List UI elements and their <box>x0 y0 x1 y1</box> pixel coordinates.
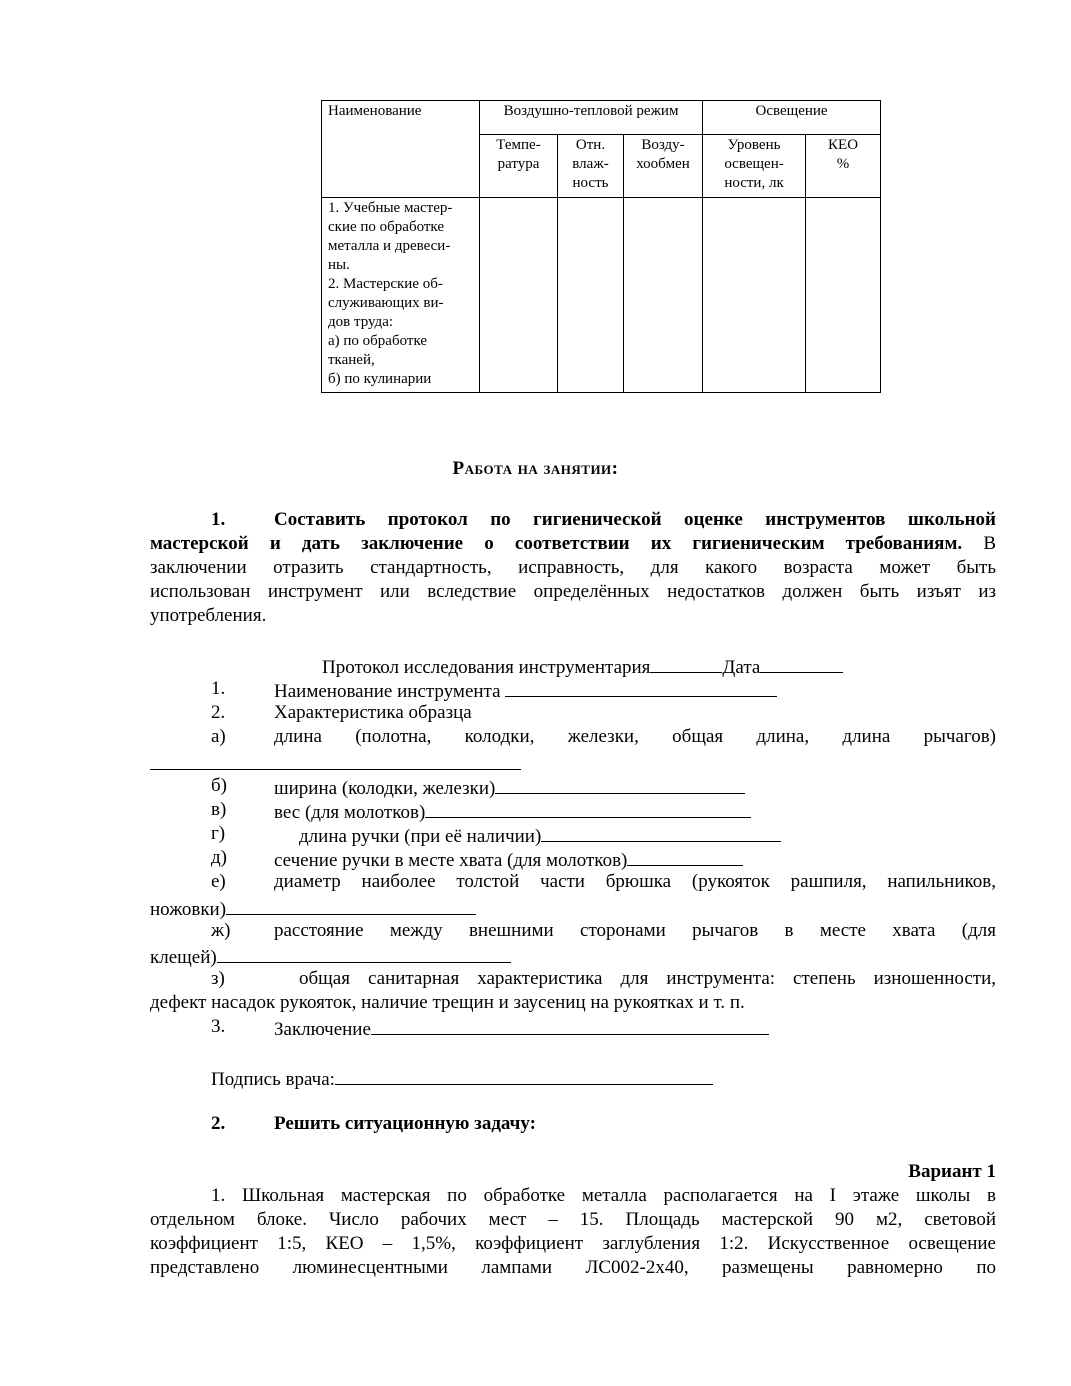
task1-line2 <box>150 532 996 556</box>
table-cell-empty <box>480 198 558 393</box>
item-letter: в) <box>211 799 227 820</box>
item-text: общая санитарная характеристика для инструмента: степень изношенности, <box>299 968 996 989</box>
item-line <box>150 895 476 922</box>
instrument-name-blank[interactable] <box>505 677 777 697</box>
item-line <box>274 1015 769 1042</box>
item-text: длина ручки (при её наличии) <box>299 826 542 847</box>
diameter-blank[interactable] <box>226 895 476 915</box>
item-text: длина (полотна, колодки, железки, общая длина, длина рычагов) <box>274 726 996 747</box>
table-header-name: Наименование <box>322 101 480 198</box>
task1-bold-line1: Составить протокол по гигиенической оценке инструментов школьной <box>274 509 996 530</box>
task2-text: Решить ситуационную задачу: <box>274 1113 536 1134</box>
handle-length-blank[interactable] <box>541 822 781 842</box>
variant-line2: отдельном блоке. Число рабочих мест – 15. Площадь мастерской 90 м2, световой <box>150 1209 996 1230</box>
protocol-title: Протокол исследования инструментария <box>322 657 651 678</box>
table-subheader-light-level: Уровень освещен- ности, лк <box>703 135 806 198</box>
task2-number: 2. <box>211 1113 226 1134</box>
item-number: 3. <box>211 1016 226 1037</box>
item-line <box>274 846 743 873</box>
item-cont: клещей) <box>150 947 217 968</box>
protocol-date-label: Дата <box>722 657 761 678</box>
item-line <box>274 774 745 801</box>
item-line <box>299 822 781 849</box>
task1-line4: использован инструмент или вследствие определённых недостатков должен быть изъят из <box>150 581 996 602</box>
variant-line1: 1. Школьная мастерская по обработке металла располагается на I этаже школы в <box>211 1185 996 1206</box>
item-line <box>274 677 777 704</box>
task1-line3: заключении отразить стандартность, исправность, для какого возраста может быть <box>150 557 996 578</box>
hygiene-table <box>321 100 881 393</box>
width-blank[interactable] <box>495 774 745 794</box>
item-letter: д) <box>211 847 227 868</box>
protocol-title-line <box>322 653 843 680</box>
date-blank[interactable] <box>760 653 843 673</box>
item-text: Наименование инструмента <box>274 681 501 702</box>
signature-line <box>211 1065 713 1092</box>
item-text: Заключение <box>274 1019 371 1040</box>
table-cell-empty <box>703 198 806 393</box>
distance-blank[interactable] <box>217 943 511 963</box>
item-text: диаметр наиболее толстой части брюшка (рукояток рашпиля, напильников, <box>274 871 996 892</box>
item-text: сечение ручки в месте хвата (для молотков) <box>274 850 628 871</box>
task1-tail: В <box>983 533 997 554</box>
task1-number: 1. <box>211 509 226 530</box>
item-letter: ж) <box>211 920 231 941</box>
signature-label: Подпись врача: <box>211 1069 335 1090</box>
table-subheader-keo: КЕО % <box>806 135 881 198</box>
item-text: ширина (колодки, железки) <box>274 778 496 799</box>
task1-bold-line2: мастерской и дать заключение о соответствии их гигиеническим требованиям. <box>150 533 963 554</box>
item-text: расстояние между внешними сторонами рычагов в месте хвата (для <box>274 920 996 941</box>
item-text: Характеристика образца <box>274 702 472 723</box>
handle-section-blank[interactable] <box>627 846 743 866</box>
table-subheader-humidity: Отн. влаж- ность <box>558 135 624 198</box>
table-cell-empty <box>558 198 624 393</box>
item-letter: з) <box>211 968 225 989</box>
table-cell-empty <box>624 198 703 393</box>
table-row-workshops: 1. Учебные мастер- ские по обработке металла и древеси- ны. 2. Мастерские об- служивающих ви- дов труда: а) по обработке тканей, б) по кулинарии <box>322 198 480 393</box>
item-letter: е) <box>211 871 226 892</box>
conclusion-blank[interactable] <box>371 1015 769 1035</box>
table-header-air: Воздушно-тепловой режим <box>480 101 703 135</box>
section-title: Работа на занятии: <box>452 458 619 479</box>
item-letter: а) <box>211 726 226 747</box>
table-subheader-air-exchange: Возду- хообмен <box>624 135 703 198</box>
length-blank[interactable] <box>150 750 521 770</box>
item-line <box>274 798 751 825</box>
signature-blank[interactable] <box>335 1065 713 1085</box>
item-letter: б) <box>211 775 227 796</box>
item-number: 1. <box>211 678 226 699</box>
item-letter: г) <box>211 823 226 844</box>
weight-blank[interactable] <box>425 798 751 818</box>
variant-title: Вариант 1 <box>908 1161 996 1182</box>
item-cont: дефект насадок рукояток, наличие трещин и заусениц на рукоятках и т. п. <box>150 992 745 1013</box>
item-number: 2. <box>211 702 226 723</box>
item-line <box>150 943 511 970</box>
item-text: вес (для молотков) <box>274 802 426 823</box>
variant-line4: представлено люминесцентными лампами ЛС002-2х40, размещены равномерно по <box>150 1257 996 1278</box>
protocol-blank[interactable] <box>650 653 722 673</box>
table-cell-empty <box>806 198 881 393</box>
table-header-light: Освещение <box>703 101 881 135</box>
variant-line3: коэффициент 1:5, КЕО – 1,5%, коэффициент заглубления 1:2. Искусственное освещение <box>150 1233 996 1254</box>
task1-line5: употребления. <box>150 605 267 626</box>
item-cont: ножовки) <box>150 899 227 920</box>
table-subheader-temp: Темпе- ратура <box>480 135 558 198</box>
